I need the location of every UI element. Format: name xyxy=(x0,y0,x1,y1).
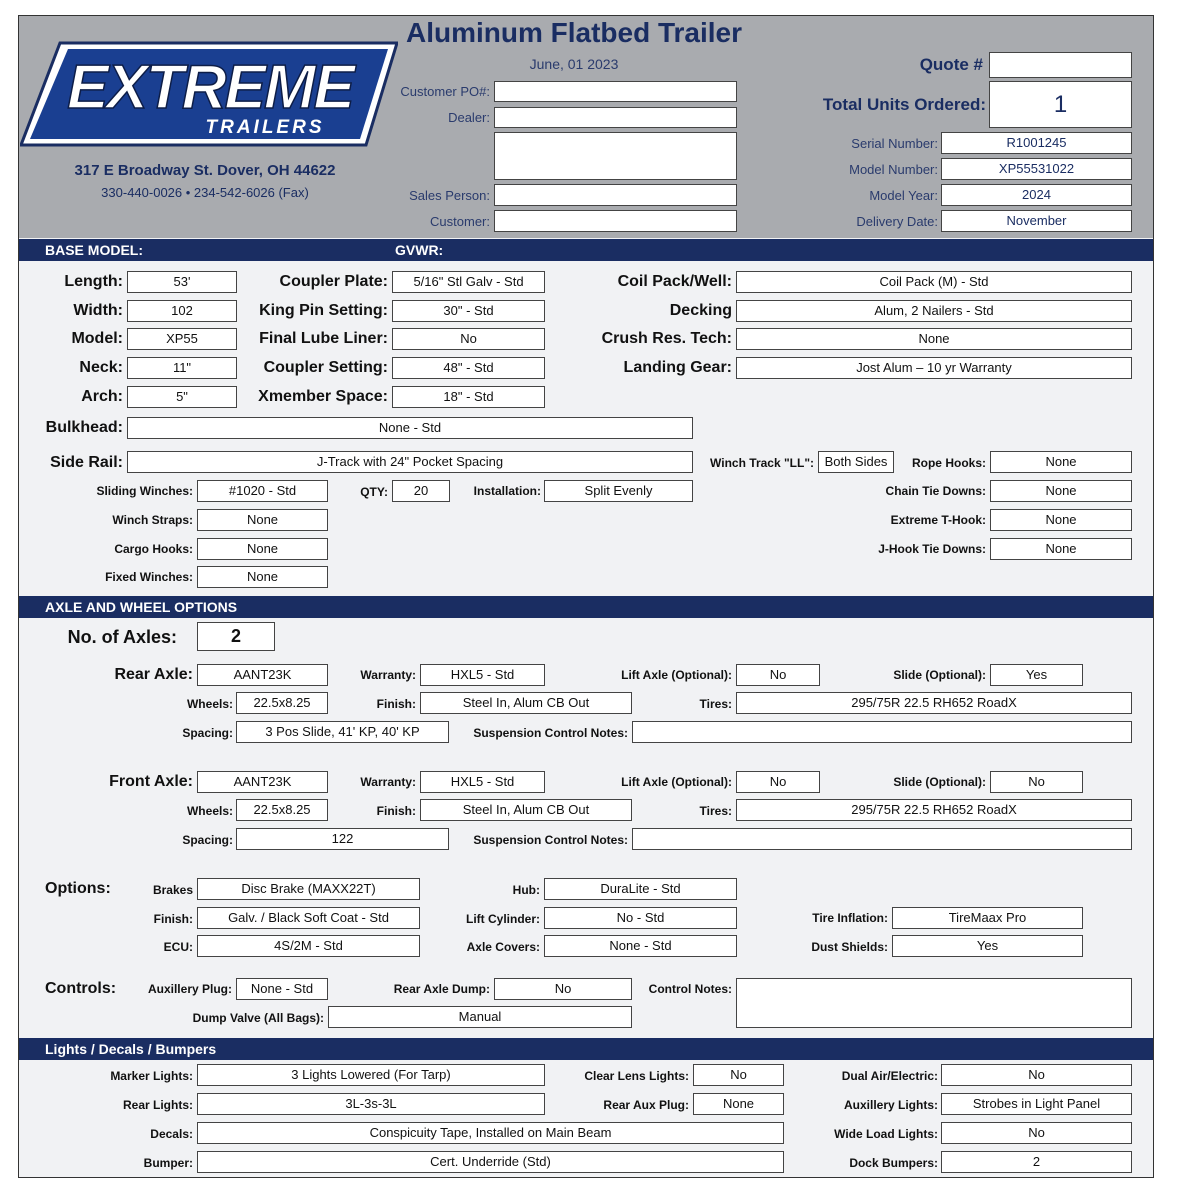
rope-hooks-label: Rope Hooks: xyxy=(911,456,986,470)
customer-po-label: Customer PO#: xyxy=(400,84,490,99)
front-lift-label: Lift Axle (Optional): xyxy=(621,775,732,789)
hub-label: Hub: xyxy=(512,883,540,897)
sliding-winches-label: Sliding Winches: xyxy=(96,484,193,498)
landing-label: Landing Gear: xyxy=(623,359,732,376)
front-slide-label: Slide (Optional): xyxy=(893,775,986,789)
crush-label: Crush Res. Tech: xyxy=(601,330,732,347)
rear-axle-field[interactable]: AANT23K xyxy=(197,664,328,686)
total-units-label: Total Units Ordered: xyxy=(822,95,986,114)
logo-sub: TRAILERS xyxy=(205,117,325,138)
qty-field[interactable]: 20 xyxy=(392,480,450,502)
bulkhead-field[interactable]: None - Std xyxy=(127,417,693,439)
rear-lift-field[interactable]: No xyxy=(736,664,820,686)
rope-hooks-field[interactable]: None xyxy=(990,451,1132,473)
options-finish-field[interactable]: Galv. / Black Soft Coat - Std xyxy=(197,907,420,929)
front-finish-label: Finish: xyxy=(376,804,416,818)
num-axles-field[interactable]: 2 xyxy=(197,622,275,651)
side-rail-label: Side Rail: xyxy=(50,454,123,471)
aux-lights-field[interactable]: Strobes in Light Panel xyxy=(941,1093,1132,1115)
coil-field[interactable]: Coil Pack (M) - Std xyxy=(736,271,1132,293)
lights-heading: Lights / Decals / Bumpers xyxy=(45,1041,217,1057)
sales-person-field[interactable] xyxy=(494,184,737,206)
aux-lights-label: Auxillery Lights: xyxy=(843,1098,938,1112)
axle-bar xyxy=(19,596,1153,618)
extreme-thook-field[interactable]: None xyxy=(990,509,1132,531)
fixed-winches-label: Fixed Winches: xyxy=(105,570,193,584)
clear-lens-field[interactable]: No xyxy=(693,1064,784,1086)
coupler-plate-field[interactable]: 5/16" Stl Galv - Std xyxy=(392,271,545,293)
marker-lights-label: Marker Lights: xyxy=(110,1069,193,1083)
front-tires-field[interactable]: 295/75R 22.5 RH652 RoadX xyxy=(736,799,1132,821)
front-lift-field[interactable]: No xyxy=(736,771,820,793)
aux-plug-field[interactable]: None - Std xyxy=(236,978,328,1000)
neck-label: Neck: xyxy=(79,359,123,376)
rear-tires-label: Tires: xyxy=(699,697,732,711)
rear-slide-label: Slide (Optional): xyxy=(893,668,986,682)
serial-field[interactable]: R1001245 xyxy=(941,132,1132,154)
quote-label: Quote # xyxy=(919,55,983,74)
winch-straps-field[interactable]: None xyxy=(197,509,328,531)
delivery-field[interactable]: November xyxy=(941,210,1132,232)
side-rail-field[interactable]: J-Track with 24" Pocket Spacing xyxy=(127,451,693,473)
front-susp-label: Suspension Control Notes: xyxy=(473,833,628,847)
arch-label: Arch: xyxy=(81,388,123,405)
bumper-label: Bumper: xyxy=(143,1156,193,1170)
rear-finish-label: Finish: xyxy=(376,697,416,711)
landing-field[interactable]: Jost Alum – 10 yr Warranty xyxy=(736,357,1132,379)
customer-field[interactable] xyxy=(494,210,737,232)
rear-warranty-label: Warranty: xyxy=(360,668,416,682)
front-spacing-label: Spacing: xyxy=(182,833,233,847)
brakes-field[interactable]: Disc Brake (MAXX22T) xyxy=(197,878,420,900)
rear-slide-field[interactable]: Yes xyxy=(990,664,1083,686)
front-wheels-field[interactable]: 22.5x8.25 xyxy=(236,799,328,821)
dock-bumpers-field[interactable]: 2 xyxy=(941,1151,1132,1173)
num-axles-label: No. of Axles: xyxy=(67,627,177,647)
axle-covers-field[interactable]: None - Std xyxy=(544,935,737,957)
chain-tie-downs-label: Chain Tie Downs: xyxy=(885,484,986,498)
axle-covers-label: Axle Covers: xyxy=(466,940,540,954)
king-pin-field[interactable]: 30" - Std xyxy=(392,300,545,322)
rear-axle-label: Rear Axle: xyxy=(114,666,193,683)
model-field[interactable]: XP55 xyxy=(127,328,237,350)
rear-tires-field[interactable]: 295/75R 22.5 RH652 RoadX xyxy=(736,692,1132,714)
length-label: Length: xyxy=(64,273,123,290)
front-slide-field[interactable]: No xyxy=(990,771,1083,793)
front-susp-field[interactable] xyxy=(632,828,1132,850)
options-finish-label: Finish: xyxy=(153,912,193,926)
rear-aux-plug-field[interactable]: None xyxy=(693,1093,784,1115)
crush-field[interactable]: None xyxy=(736,328,1132,350)
tire-inflation-field[interactable]: TireMaax Pro xyxy=(892,907,1083,929)
dual-air-field[interactable]: No xyxy=(941,1064,1132,1086)
brakes-label: Brakes xyxy=(152,883,193,897)
logo-word: EXTREME xyxy=(67,53,353,122)
tire-inflation-label: Tire Inflation: xyxy=(812,911,888,925)
front-warranty-label: Warranty: xyxy=(360,775,416,789)
xmember-field[interactable]: 18" - Std xyxy=(392,386,545,408)
extreme-thook-label: Extreme T-Hook: xyxy=(890,513,986,527)
hub-field[interactable]: DuraLite - Std xyxy=(544,878,737,900)
dump-valve-label: Dump Valve (All Bags): xyxy=(192,1011,324,1025)
length-field[interactable]: 53' xyxy=(127,271,237,293)
total-units-field[interactable]: 1 xyxy=(989,81,1132,128)
customer-label: Customer: xyxy=(430,214,490,229)
model-label: Model: xyxy=(71,330,123,347)
final-lube-label: Final Lube Liner: xyxy=(259,330,388,347)
sliding-winches-field[interactable]: #1020 - Std xyxy=(197,480,328,502)
rear-lights-field[interactable]: 3L-3s-3L xyxy=(197,1093,545,1115)
rear-wheels-field[interactable]: 22.5x8.25 xyxy=(236,692,328,714)
control-notes-field[interactable] xyxy=(736,978,1132,1028)
wide-load-label: Wide Load Lights: xyxy=(834,1127,938,1141)
gvwr-heading: GVWR: xyxy=(395,242,444,258)
decals-field[interactable]: Conspicuity Tape, Installed on Main Beam xyxy=(197,1122,784,1144)
marker-lights-field[interactable]: 3 Lights Lowered (For Tarp) xyxy=(197,1064,545,1086)
controls-label: Controls: xyxy=(45,980,117,997)
dust-shields-label: Dust Shields: xyxy=(811,940,888,954)
customer-po-field[interactable] xyxy=(494,81,737,102)
page-title: Aluminum Flatbed Trailer xyxy=(405,17,743,48)
chain-tie-downs-field[interactable]: None xyxy=(990,480,1132,502)
rear-susp-label: Suspension Control Notes: xyxy=(473,726,628,740)
cargo-hooks-label: Cargo Hooks: xyxy=(114,542,193,556)
quote-field[interactable] xyxy=(989,52,1132,78)
wide-load-field[interactable]: No xyxy=(941,1122,1132,1144)
front-finish-field[interactable]: Steel In, Alum CB Out xyxy=(420,799,632,821)
bulkhead-label: Bulkhead: xyxy=(45,419,123,436)
rear-axle-dump-field[interactable]: No xyxy=(494,978,632,1000)
lift-cylinder-field[interactable]: No - Std xyxy=(544,907,737,929)
rear-spacing-field[interactable]: 3 Pos Slide, 41' KP, 40' KP xyxy=(236,721,449,743)
axle-heading: AXLE AND WHEEL OPTIONS xyxy=(45,599,238,615)
dump-valve-field[interactable]: Manual xyxy=(328,1006,632,1028)
arch-field[interactable]: 5" xyxy=(127,386,237,408)
rear-susp-field[interactable] xyxy=(632,721,1132,743)
rear-warranty-field[interactable]: HXL5 - Std xyxy=(420,664,545,686)
xmember-label: Xmember Space: xyxy=(258,388,388,405)
front-axle-label: Front Axle: xyxy=(109,773,193,790)
base-model-bar xyxy=(19,239,1153,261)
king-pin-label: King Pin Setting: xyxy=(259,302,388,319)
rear-spacing-label: Spacing: xyxy=(182,726,233,740)
installation-field[interactable]: Split Evenly xyxy=(544,480,693,502)
bumper-field[interactable]: Cert. Underride (Std) xyxy=(197,1151,784,1173)
installation-label: Installation: xyxy=(473,484,541,498)
decking-field[interactable]: Alum, 2 Nailers - Std xyxy=(736,300,1132,322)
coupler-setting-field[interactable]: 48" - Std xyxy=(392,357,545,379)
serial-label: Serial Number: xyxy=(851,136,938,151)
delivery-label: Delivery Date: xyxy=(856,214,938,229)
decals-label: Decals: xyxy=(150,1127,193,1141)
dual-air-label: Dual Air/Electric: xyxy=(841,1069,938,1083)
front-wheels-label: Wheels: xyxy=(186,804,233,818)
lights-bar xyxy=(19,1038,1153,1060)
aux-plug-label: Auxillery Plug: xyxy=(147,982,232,996)
winch-straps-label: Winch Straps: xyxy=(112,513,193,527)
ecu-field[interactable]: 4S/2M - Std xyxy=(197,935,420,957)
dust-shields-field[interactable]: Yes xyxy=(892,935,1083,957)
dock-bumpers-label: Dock Bumpers: xyxy=(849,1156,938,1170)
rear-axle-dump-label: Rear Axle Dump: xyxy=(393,982,490,996)
model-number-field[interactable]: XP55531022 xyxy=(941,158,1132,180)
base-model-heading: BASE MODEL: xyxy=(45,242,143,258)
rear-lift-label: Lift Axle (Optional): xyxy=(621,668,732,682)
ecu-label: ECU: xyxy=(163,940,193,954)
jhook-label: J-Hook Tie Downs: xyxy=(878,542,986,556)
form-date: June, 01 2023 xyxy=(529,56,619,72)
company-address: 317 E Broadway St. Dover, OH 44622 xyxy=(74,162,336,179)
options-label: Options: xyxy=(45,880,111,897)
width-label: Width: xyxy=(73,302,123,319)
front-warranty-field[interactable]: HXL5 - Std xyxy=(420,771,545,793)
width-field[interactable]: 102 xyxy=(127,300,237,322)
winch-track-label: Winch Track "LL": xyxy=(710,456,814,470)
final-lube-field[interactable]: No xyxy=(392,328,545,350)
dealer-field[interactable] xyxy=(494,107,737,128)
model-year-field[interactable]: 2024 xyxy=(941,184,1132,206)
lift-cylinder-label: Lift Cylinder: xyxy=(466,912,540,926)
company-phones: 330-440-0026 • 234-542-6026 (Fax) xyxy=(101,185,309,200)
rear-lights-label: Rear Lights: xyxy=(122,1098,193,1112)
rear-wheels-label: Wheels: xyxy=(186,697,233,711)
coil-label: Coil Pack/Well: xyxy=(617,273,732,290)
control-notes-label: Control Notes: xyxy=(648,982,732,996)
front-spacing-field[interactable]: 122 xyxy=(236,828,449,850)
coupler-plate-label: Coupler Plate: xyxy=(279,273,388,290)
winch-track-field[interactable]: Both Sides xyxy=(818,451,894,473)
dealer-label: Dealer: xyxy=(448,110,490,125)
clear-lens-label: Clear Lens Lights: xyxy=(584,1069,689,1083)
qty-label: QTY: xyxy=(360,485,388,499)
rear-finish-field[interactable]: Steel In, Alum CB Out xyxy=(420,692,632,714)
sales-person-label: Sales Person: xyxy=(409,188,490,203)
model-number-label: Model Number: xyxy=(849,162,938,177)
coupler-setting-label: Coupler Setting: xyxy=(263,359,388,376)
decking-label: Decking xyxy=(669,302,732,319)
neck-field[interactable]: 11" xyxy=(127,357,237,379)
model-year-label: Model Year: xyxy=(869,188,938,203)
fixed-winches-field[interactable]: None xyxy=(197,566,328,588)
dealer-address-field[interactable] xyxy=(494,132,737,180)
front-tires-label: Tires: xyxy=(699,804,732,818)
extreme-trailers-logo xyxy=(20,40,398,148)
rear-aux-plug-label: Rear Aux Plug: xyxy=(603,1098,689,1112)
front-axle-field[interactable]: AANT23K xyxy=(197,771,328,793)
cargo-hooks-field[interactable]: None xyxy=(197,538,328,560)
jhook-field[interactable]: None xyxy=(990,538,1132,560)
